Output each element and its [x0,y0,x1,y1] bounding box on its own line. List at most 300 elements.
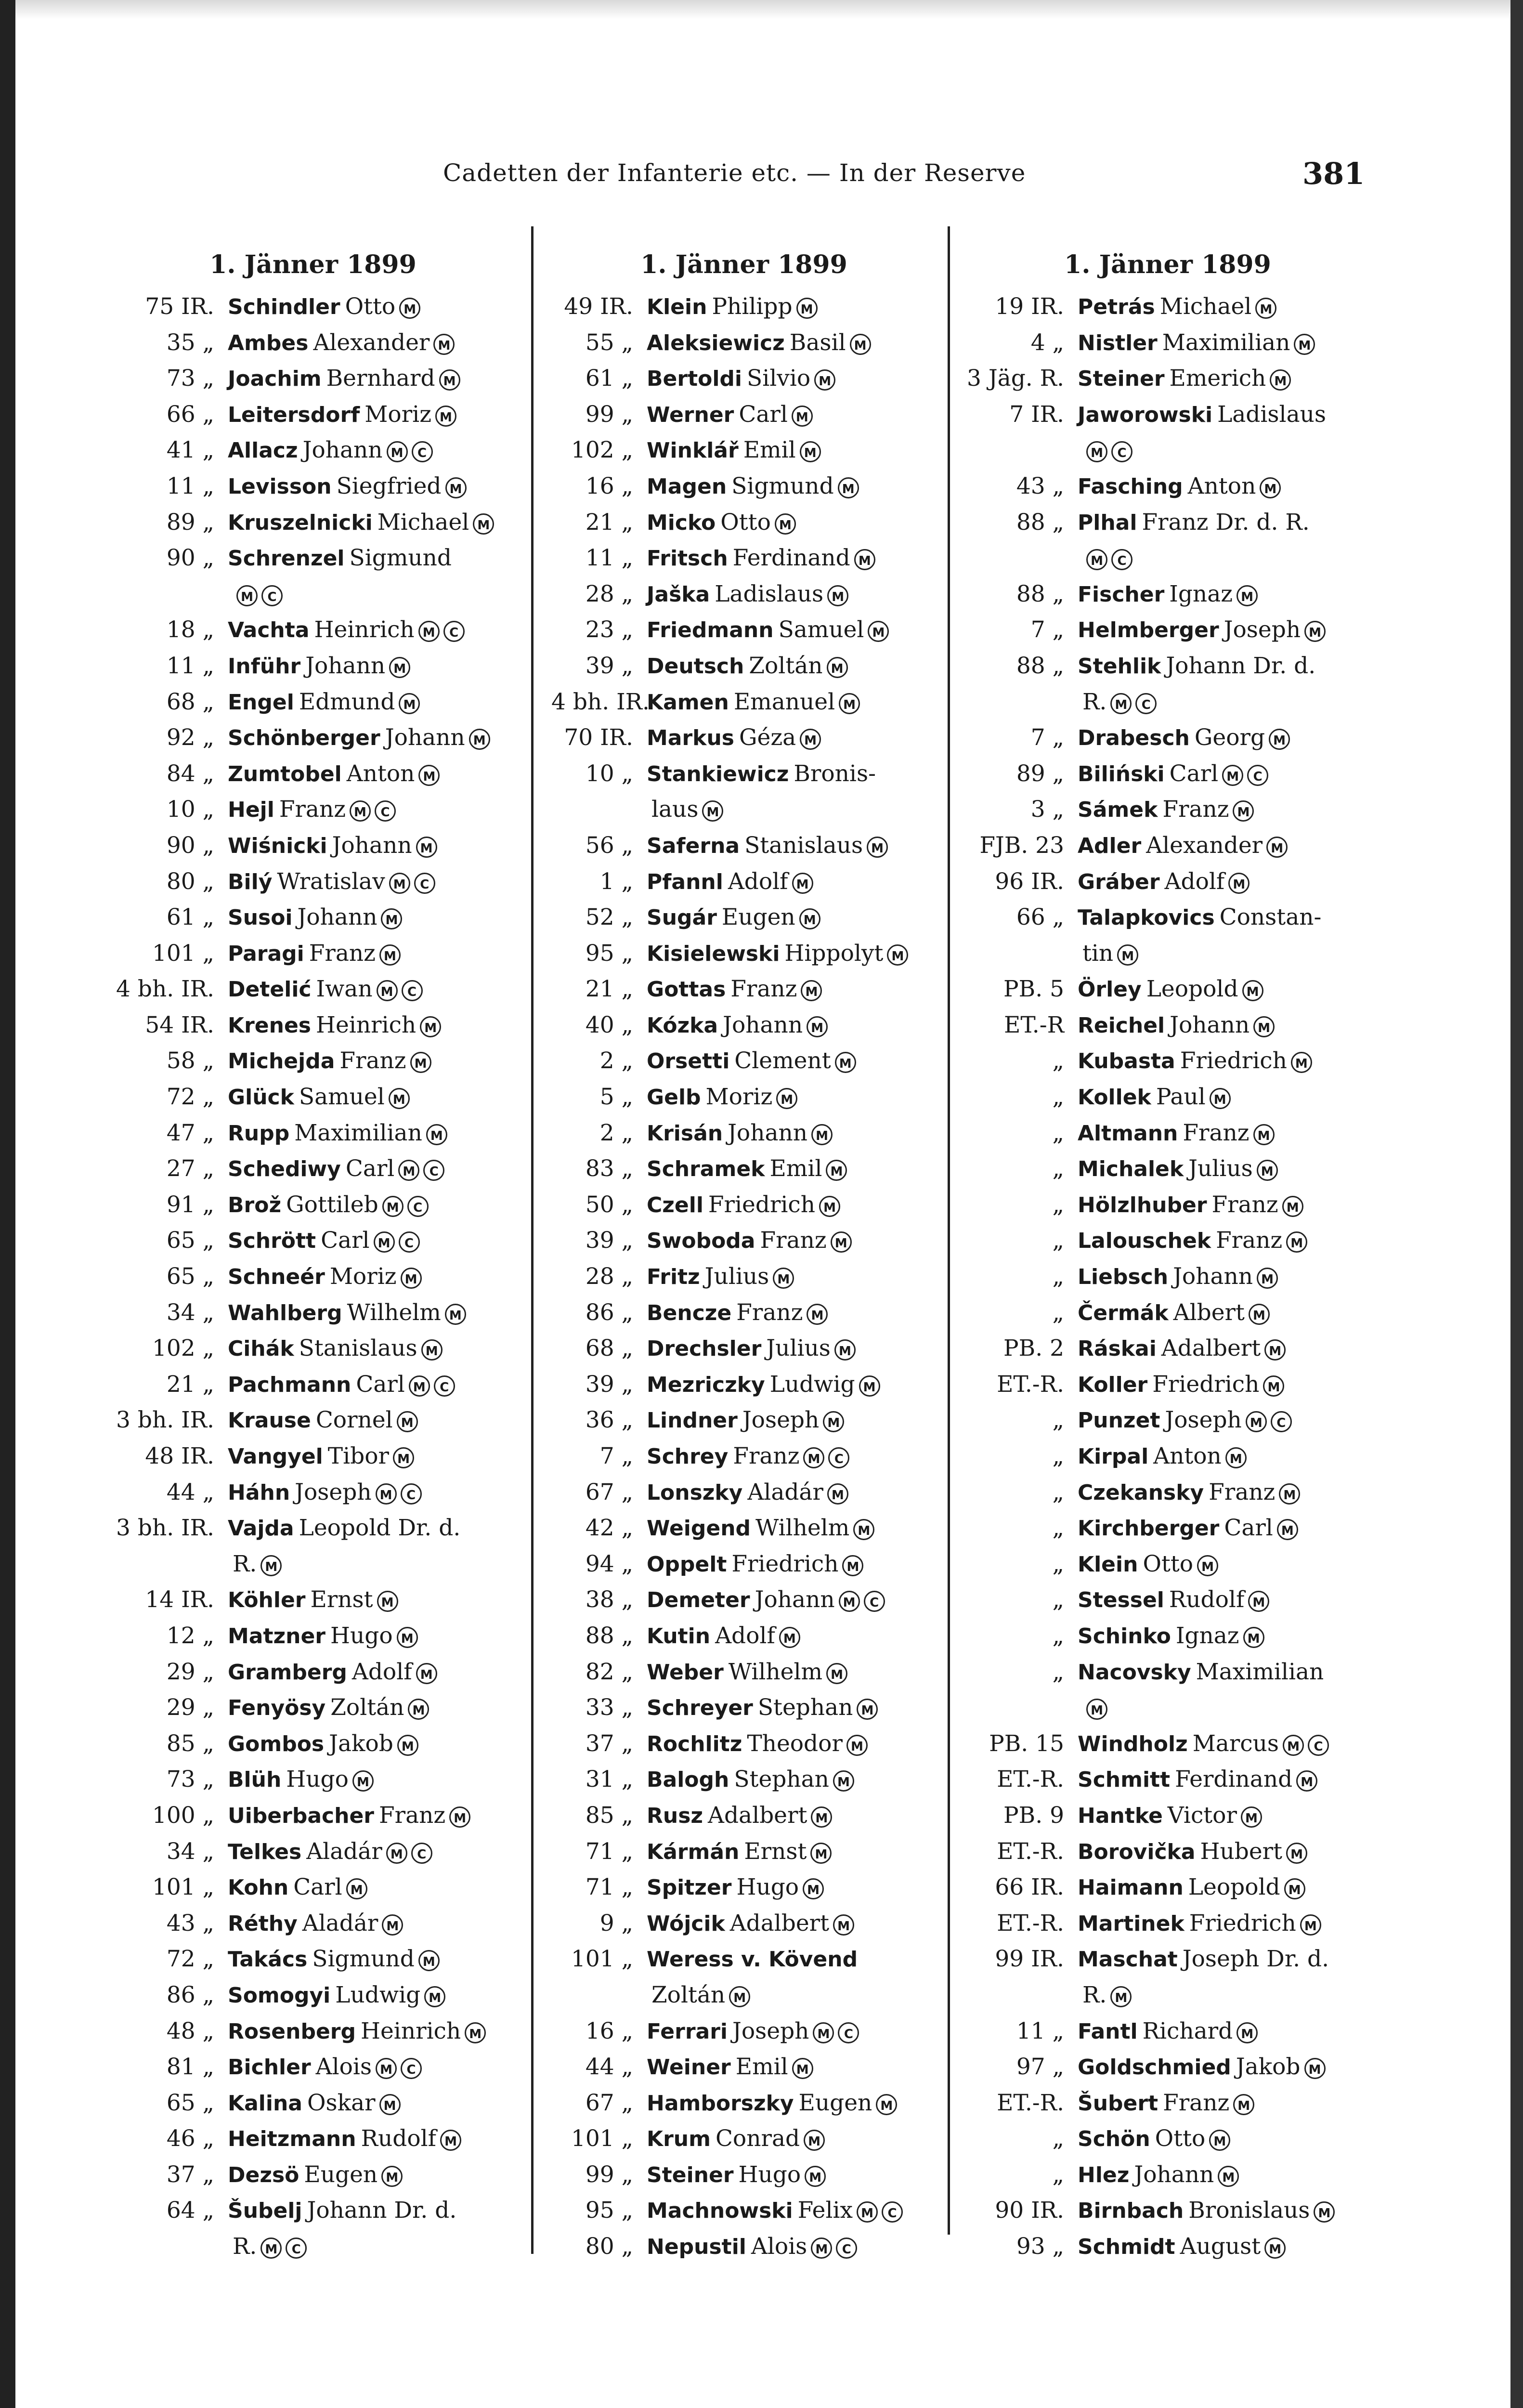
entry-text [647,936,908,972]
given-name: Franz [279,796,346,823]
circled-m-icon: M [811,1806,832,1828]
surname: Čermák [1078,1300,1169,1325]
circled-m-icon: M [1257,1160,1278,1181]
circled-m-icon: M [792,406,813,427]
entry-text [1078,1870,1305,1906]
surname: Wójcik [647,1911,725,1936]
circled-m-icon: M [398,1160,419,1181]
circled-m-icon: M [1210,1088,1231,1109]
circled-m-icon: M [803,1447,824,1468]
circled-m-icon: M [397,1735,418,1756]
regiment-unit: 4 bh. IR. [551,688,650,715]
regiment-unit: ET.-R. [997,1838,1064,1865]
roster-entry [551,1726,937,1762]
regiment-unit: 83 „ [585,1155,633,1182]
roster-entry [961,2085,1375,2121]
regiment-unit: 90 „ [166,832,214,859]
circled-m-icon: M [807,1016,828,1037]
surname: Reichel [1078,1013,1165,1038]
roster-entry [551,864,937,900]
roster-entry [961,469,1375,505]
surname: Pachmann [228,1372,351,1397]
roster-entry [116,1762,510,1798]
entry-text [647,1834,832,1870]
regiment-unit: „ [1052,1586,1064,1613]
entry-text [1078,1043,1312,1079]
given-name: Leopold Dr. d. [299,1515,461,1542]
circled-m-icon: M [401,1268,422,1289]
circled-m-icon: M [867,837,888,858]
entry-text [228,2193,456,2229]
regiment-unit: 99 „ [585,2161,633,2188]
circled-m-icon: M [397,1627,418,1648]
roster-entry [961,2229,1375,2265]
roster-entry [551,1367,937,1403]
circled-m-icon: M [807,1304,828,1325]
roster-entry [961,1941,1375,1977]
surname: Leitersdorf [228,402,360,427]
entry-text [228,684,420,720]
given-name: Johann Dr. d. [1166,652,1316,679]
circled-m-icon: M [838,477,859,498]
circled-m-icon: M [857,2201,878,2223]
given-name: Heinrich [316,1011,417,1038]
entry-text [1078,1618,1264,1654]
entry-text [1078,1187,1303,1223]
roster-entry [116,1977,510,2014]
entry-text [228,1115,447,1152]
roster-entry [116,720,510,756]
given-name: Aladár [302,1910,378,1937]
surname: Schön [1078,2127,1150,2152]
regiment-unit: 101 „ [571,1946,633,1973]
entry-text [228,1259,422,1295]
entry-text [647,971,822,1008]
given-name: Emil [735,2054,788,2081]
roster-entry [116,1834,510,1870]
roster-entry [551,1331,937,1367]
surname: Saferna [647,833,740,858]
entry-text [1078,289,1276,325]
given-name: Carl [321,1227,370,1254]
roster-entry [116,1726,510,1762]
roster-entry [116,505,510,541]
surname: Altmann [1078,1121,1178,1146]
roster-entry [551,2121,937,2157]
regiment-unit: 44 „ [585,2054,633,2081]
roster-column-3 [961,241,1375,2264]
entry-text [647,2121,825,2157]
circled-m-icon: M [433,334,455,355]
surname: Dezsö [228,2162,299,2187]
circled-m-icon: M [397,1411,418,1432]
regiment-unit: 3 bh. IR. [116,1515,214,1542]
roster-entry [961,1115,1375,1152]
given-name: Géza [739,724,796,751]
roster-entry [961,1295,1375,1331]
roster-entry [116,1439,510,1475]
circled-m-icon: M [352,1770,374,1792]
given-name: Friedrich [1189,1910,1296,1937]
given-name: Otto [1143,1550,1194,1577]
entry-text [1078,1977,1132,2014]
entry-text [647,1582,885,1618]
entry-text [1078,325,1315,361]
given-name: R. [233,1550,257,1577]
roster-entry [961,1008,1375,1044]
regiment-unit: 66 „ [166,401,214,428]
circled-m-icon: M [876,2094,897,2115]
circled-c-icon: C [402,980,423,1001]
given-name: Anton [346,760,415,787]
circled-m-icon: M [1266,837,1288,858]
surname: Wahlberg [228,1300,342,1325]
circled-m-icon: M [799,908,820,929]
given-name: Richard [1142,2017,1233,2044]
roster-entry [116,1546,510,1583]
entry-text [647,505,796,541]
surname: Micko [647,510,716,535]
surname: Petrás [1078,295,1155,319]
regiment-unit: 4 „ [1030,329,1064,356]
roster-entry [551,361,937,397]
circled-m-icon: M [386,1843,407,1864]
regiment-unit: 29 „ [166,1658,214,1685]
circled-m-icon: M [1243,1627,1264,1648]
given-name: Rudolf [361,2125,437,2152]
circled-m-icon: M [379,2094,401,2115]
roster-entry [961,2121,1375,2157]
entry-text [228,720,490,756]
roster-entry [116,1187,510,1223]
entry-text [1078,1151,1278,1187]
roster-entry [961,1798,1375,1834]
column-heading: 1. Jänner 1899 [209,250,417,279]
given-name: Ferdinand [1175,1766,1293,1793]
entry-text [1078,2014,1258,2050]
surname: Rochlitz [647,1731,742,1756]
roster-entry [961,1079,1375,1115]
roster-entry [116,1475,510,1511]
entry-text [647,1115,833,1152]
circled-m-icon: M [1237,2022,1258,2043]
entry-text [647,1331,856,1367]
regiment-unit: 47 „ [166,1119,214,1146]
given-name: Eugen [721,904,795,931]
surname: Fasching [1078,474,1183,499]
entry-text [1078,1726,1329,1762]
given-name: Zoltán [651,1981,726,2008]
entry-text [647,397,813,433]
regiment-unit: 38 „ [585,1586,633,1613]
given-name: Adolf [715,1622,775,1649]
roster-entry [116,792,510,828]
entry-text [647,684,860,720]
regiment-unit: „ [1052,1227,1064,1254]
circled-m-icon: M [389,1088,410,1109]
given-name: Carl [345,1155,395,1182]
entry-text [1078,1546,1218,1583]
roster-entry [116,828,510,864]
roster-entry [551,289,937,325]
surname: Drechsler [647,1336,762,1361]
surname: Hejl [228,798,274,823]
given-name: Hippolyt [784,940,884,967]
regiment-unit: 12 „ [166,1622,214,1649]
roster-entry [116,1402,510,1439]
surname: Fritz [647,1265,700,1290]
entry-text [647,1402,844,1439]
circled-m-icon: M [804,2130,825,2151]
surname: Oppelt [647,1552,727,1577]
given-name: Samuel [778,616,864,643]
surname: Steiner [647,2162,734,2187]
entry-text [1078,397,1326,433]
given-name: Friedrich [708,1191,816,1218]
roster-entry [116,1295,510,1331]
entry-text [647,2085,897,2121]
surname: Réthy [228,1911,298,1936]
circled-m-icon: M [775,513,796,535]
entry-text [647,1295,828,1331]
regiment-unit: 101 „ [152,940,214,967]
given-name: Stephan [757,1694,853,1721]
surname: Liebsch [1078,1265,1169,1290]
surname: Hölzlhuber [1078,1192,1207,1217]
given-name: Maximilian [1162,329,1290,356]
roster-entry [961,1654,1375,1690]
given-name: Ladislaus [715,580,824,607]
circled-m-icon: M [449,1806,470,1828]
entry-text [647,1618,800,1654]
given-name: Carl [1169,760,1219,787]
regiment-unit: 90 IR. [995,2197,1064,2224]
given-name: Ferdinand [732,545,850,572]
circled-m-icon: M [835,1052,856,1073]
surname: Schinko [1078,1623,1171,1649]
circled-m-icon: M [418,621,440,642]
surname: Schediwy [228,1157,341,1182]
roster-entry [551,540,937,576]
roster-entry [961,792,1375,828]
given-name: Gottileb [286,1191,378,1218]
circled-m-icon: M [839,693,860,714]
surname: Inführ [228,654,301,679]
circled-m-icon: M [1197,1555,1218,1576]
column-rule [531,226,534,2254]
surname: Steiner [1078,366,1165,392]
roster-entry [961,1546,1375,1583]
roster-entry [116,2085,510,2121]
entry-text [1078,361,1291,397]
entry-text [1078,2085,1254,2121]
circled-m-icon: M [439,369,460,391]
regiment-unit: 73 „ [166,365,214,392]
circled-m-icon: M [1264,1339,1286,1361]
regiment-unit: 4 bh. IR. [116,976,214,1003]
given-name: Heinrich [314,616,415,643]
given-name: Julius [1188,1155,1253,1182]
roster-entry [116,1906,510,1942]
entry-text [228,1546,282,1583]
given-name: Ernst [744,1838,807,1865]
circled-m-icon: M [377,1591,398,1612]
entry-text [647,1151,847,1187]
regiment-unit: 88 „ [1016,580,1064,607]
circled-m-icon: M [426,1124,447,1145]
roster-entry [961,576,1375,613]
regiment-unit: 1 „ [599,868,633,895]
roster-entry [551,1654,937,1690]
roster-entry [961,864,1375,900]
circled-m-icon: M [887,944,908,966]
entry-text [228,2085,401,2121]
circled-m-icon: M [1086,441,1107,462]
entry-text [647,1510,874,1546]
surname: Klein [1078,1552,1138,1577]
regiment-unit: 64 „ [166,2197,214,2224]
circled-m-icon: M [420,1016,441,1037]
circled-m-icon: M [1218,2166,1239,2187]
roster-entry [551,576,937,613]
surname: Levisson [228,474,332,499]
regiment-unit: 56 „ [585,832,633,859]
surname: Uiberbacher [228,1803,374,1828]
circled-m-icon: M [779,1627,800,1648]
circled-m-icon: M [424,1986,445,2007]
regiment-unit: 29 „ [166,1694,214,1721]
surname: Kruszelnicki [228,510,373,535]
circled-m-icon: M [810,1843,832,1864]
circled-c-icon: C [411,1843,432,1864]
circled-m-icon: M [381,908,402,929]
regiment-unit: „ [1052,1622,1064,1649]
circled-m-icon: M [1248,1591,1269,1612]
given-name: Moriz [364,401,431,428]
roster-entry [116,900,510,936]
roster-entry [961,2157,1375,2193]
circled-m-icon: M [1296,1770,1317,1792]
regiment-unit: 93 „ [1016,2233,1064,2260]
entry-text [647,648,848,684]
given-name: Emerich [1169,365,1266,392]
given-name: Otto [720,509,771,536]
surname: Magen [647,474,727,499]
roster-entry [961,505,1375,541]
entry-text [647,2193,903,2229]
roster-entry [551,2229,937,2265]
given-name: Johann [302,437,383,464]
surname: Stankiewicz [647,761,789,786]
regiment-unit: 65 „ [166,1263,214,1290]
circled-m-icon: M [801,980,822,1001]
given-name: Johann [1134,2161,1214,2188]
regiment-unit: 58 „ [166,1047,214,1074]
roster-entry [551,756,937,792]
entry-text [228,1402,418,1439]
circled-m-icon: M [842,1555,863,1576]
circled-m-icon: M [823,1411,844,1432]
entry-text [647,1726,868,1762]
given-name: Franz [309,940,376,967]
roster-entry [551,828,937,864]
roster-entry [116,2121,510,2157]
circled-m-icon: M [1300,1914,1321,1936]
entry-text [228,1331,443,1367]
given-name: Otto [1155,2125,1206,2152]
surname: Stessel [1078,1588,1164,1613]
given-name: Michael [1159,293,1252,320]
surname: Glück [228,1085,294,1110]
given-name: Wilhelm [728,1658,823,1685]
given-name: Heinrich [361,2017,461,2044]
given-name: Hugo [738,2161,801,2188]
entry-text [1078,1906,1321,1942]
circled-m-icon: M [418,1950,440,1971]
given-name: Sigmund [731,472,834,499]
entry-text [228,1834,432,1870]
roster-entry [551,1582,937,1618]
surname: Kubasta [1078,1049,1175,1074]
given-name: Alexander [313,329,430,356]
circled-m-icon: M [382,1196,404,1217]
surname: Háhn [228,1480,290,1505]
surname: Schneér [228,1265,325,1290]
surname: Czell [647,1192,703,1217]
regiment-unit: 81 „ [166,2054,214,2081]
entry-text [647,2049,813,2085]
given-name: Aladár [306,1838,382,1865]
circled-m-icon: M [389,657,410,678]
surname: Ráskai [1078,1336,1157,1361]
given-name: Joseph [295,1479,372,1505]
regiment-unit: 80 „ [166,868,214,895]
circled-m-icon: M [859,1375,880,1397]
roster-entry [961,289,1375,325]
given-name: Maximilian [294,1119,422,1146]
regiment-unit: 9 „ [599,1910,633,1937]
given-name: Anton [1187,472,1256,499]
regiment-unit: 82 „ [585,1658,633,1685]
circled-m-icon: M [776,1088,797,1109]
surname: Winklář [647,438,739,463]
surname: Zumtobel [228,761,342,786]
regiment-unit: 96 IR. [995,868,1064,895]
surname: Gelb [647,1085,701,1110]
entry-text [647,1654,847,1690]
entry-text [1078,1941,1329,1977]
entry-text [647,576,848,613]
circled-m-icon: M [410,1052,431,1073]
entry-list [961,289,1375,2265]
entry-text [228,864,435,900]
roster-entry [551,1977,937,2014]
entry-text [647,289,818,325]
given-name: Oskar [307,2089,376,2116]
entry-text [228,971,423,1008]
regiment-unit: 102 „ [571,437,633,464]
surname: Nacovsky [1078,1660,1191,1685]
roster-entry [116,1941,510,1977]
regiment-unit: 50 „ [585,1191,633,1218]
given-name: R. [233,2233,257,2260]
given-name: Franz [736,1299,803,1326]
circled-m-icon: M [1255,298,1276,319]
regiment-unit: 14 IR. [145,1586,214,1613]
circled-m-icon: M [1283,1735,1304,1756]
circled-m-icon: M [1237,585,1258,606]
surname: Swoboda [647,1229,755,1254]
